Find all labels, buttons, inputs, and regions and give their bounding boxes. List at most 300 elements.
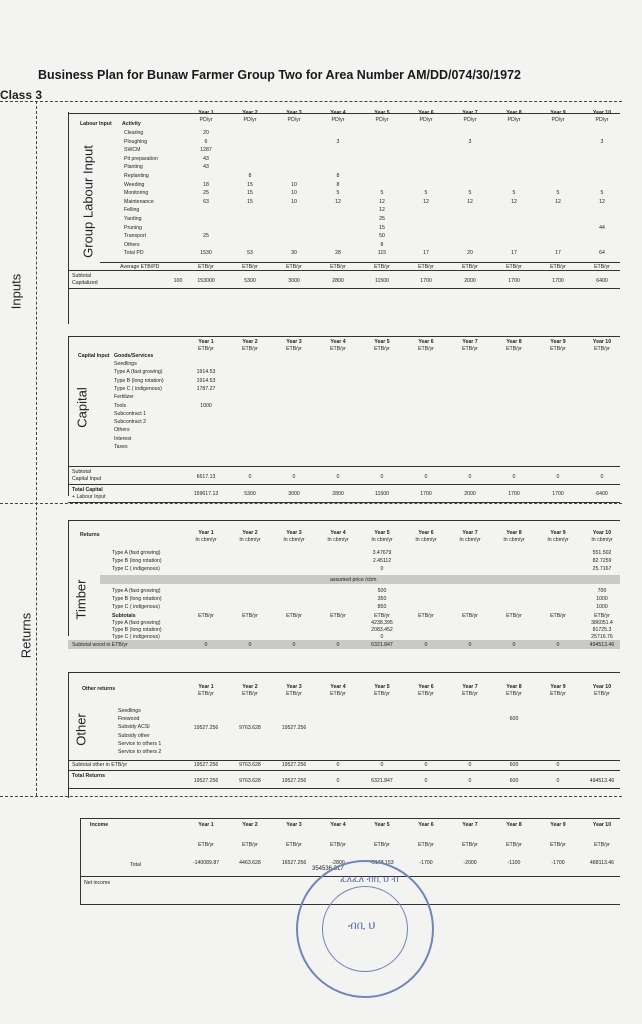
timber-subtotals-label: Subtotals [112,613,136,619]
labour-subtotal-cell: 1700 [420,278,432,284]
capital-item-label: Taxes [114,444,128,450]
total-returns-cell: 494513.46 [589,778,615,784]
net-income-value: 354536.317 [312,866,344,872]
timber-year-header: Year 5 [374,530,390,536]
subtotal-other-cell: 19527.256 [193,762,219,768]
subtotal-wood-cell: 0 [204,642,208,648]
stamp-text-top: ፈለፈለ ብቢ ህ ብ [340,874,399,884]
timber-price-y5: 350 [377,596,387,602]
timber-etb-y5: 2083.452 [371,627,393,633]
labour-cell: 1530 [200,250,212,257]
income-top-rule [80,818,620,819]
activity-label: Felling [124,207,140,214]
timber-etb-type: Type C ( indigenous) [112,634,160,640]
labour-cell: 50 [379,233,385,240]
other-bottom-rule [68,788,620,789]
timber-etb-unit: ETB/yr [374,613,390,619]
capital-item-label: Subcontract 2 [114,419,147,426]
subtotal-wood-label: Subtotal wood in ETB/yr [72,642,128,648]
avg-unit-cell: ETB/yr [286,264,302,270]
timber-price-y5: 500 [377,588,387,594]
capital-item-label: Type A (fast growing) [114,369,163,376]
activity-label: Total PD [124,250,144,257]
labour-cell: 20 [467,250,473,257]
income-year-header: Year 3 [286,822,302,828]
other-top-rule [68,672,620,673]
labour-cell: 5 [424,190,428,197]
labour-cell: 8 [336,181,340,188]
timber-price-y10: 700 [597,588,607,594]
capital-subtotal-cell: 0 [600,474,604,480]
activity-label: Planting [124,164,143,171]
labour-cell: 5 [336,190,340,197]
total-capital-cell: 159617.13 [193,491,219,497]
other-item-label: Seedlings [118,708,141,714]
timber-unit-header: In cbm/yr [239,537,261,543]
timber-unit-header: In cbm/yr [503,537,525,543]
total-capital-cell: 5300 [244,491,256,497]
activity-label: Others [124,241,140,248]
labour-cell: 15 [247,181,253,188]
labour-unit-header: PD/yr [243,117,257,123]
labour-cell: 1287 [200,147,212,154]
labour-cell: 12 [599,198,605,205]
capital-subtotal-cell: 0 [424,474,428,480]
total-capital-cell: 3000 [288,491,300,497]
labour-year-header: Year 4 [330,110,346,116]
labour-cell: 12 [379,207,385,214]
timber-etb-unit: ETB/yr [506,613,522,619]
capital-unit-header: ETB/yr [374,346,390,352]
total-capital-cell: 2800 [332,491,344,497]
total-returns-label: Total Returns [72,773,106,779]
income-year-header: Year 2 [242,822,258,828]
other-unit-header: ETB/yr [286,691,302,697]
income-year-header: Year 9 [550,822,566,828]
income-total-cell: -5178.153 [370,860,394,866]
labour-cell: 28 [335,250,341,257]
timber-year-header: Year 6 [418,530,434,536]
timber-etb-unit: ETB/yr [462,613,478,619]
labour-cell: 5 [556,190,560,197]
timber-price-y10: 1000 [596,596,608,602]
income-total-cell: 488113.46 [589,860,615,866]
labour-cell: 12 [335,198,341,205]
labour-cell: 10 [291,198,297,205]
capital-year-header: Year 3 [286,339,302,345]
labour-cell: 25 [203,190,209,197]
total-capital-cell: 1700 [552,491,564,497]
subtotal-other-cell: 600 [509,762,519,768]
subtotal-wood-cell: 0 [292,642,296,648]
other-unit-header: ETB/yr [198,691,214,697]
capital-unit-header: ETB/yr [594,346,610,352]
other-unit-header: ETB/yr [242,691,258,697]
income-unit-header: ETB/yr [198,842,214,848]
income-year-header: Year 10 [592,822,612,828]
capital-input-header: Capital Input [78,353,110,359]
other-item-label: Service to others 2 [118,749,162,755]
labour-cell: 17 [555,250,561,257]
labour-year-header: Year 3 [286,110,302,116]
capital-year-header: Year 2 [242,339,258,345]
income-year-header: Year 5 [374,822,390,828]
capital-unit-header: ETB/yr [330,346,346,352]
timber-etb-y5: 4238.395 [371,620,393,626]
other-year-header: Year 1 [198,684,214,690]
avg-unit-cell: ETB/yr [550,264,566,270]
avg-unit-cell: ETB/yr [198,264,214,270]
labour-cell: 3 [468,138,472,145]
subtotal-wood-cell: 0 [468,642,472,648]
labour-subtotal-cell: 153000 [197,278,215,284]
capital-item-label: Subcontract 1 [114,410,147,417]
capital-input-sub-label: Capital Input [72,476,102,482]
income-header: Income [90,822,109,828]
income-unit-header: ETB/yr [550,842,566,848]
labour-cell: 8 [380,241,384,248]
capital-subtotal-cell: 0 [512,474,516,480]
other-returns-header: Other returns [82,686,116,692]
capital-year-header: Year 1 [198,339,214,345]
capital-side-label: Capital [74,387,90,428]
activity-label: Ploughing [124,138,148,145]
other-year-header: Year 4 [330,684,346,690]
returns-header: Returns [80,532,100,538]
avg-unit-cell: ETB/yr [374,264,390,270]
timber-year-header: Year 2 [242,530,258,536]
income-total-cell: 16527.256 [281,860,307,866]
total-capital-sub-label: + Labour Input [72,494,106,500]
timber-price-type: Type A (fast growing) [112,588,161,594]
labour-unit-header: PD/yr [551,117,565,123]
income-total-cell: 4463.628 [239,860,261,866]
subtotal-other-label: Subtotal other in ETB/yr [72,762,128,768]
labour-subtotal-cell: 6400 [596,278,608,284]
other-year-header: Year 10 [592,684,612,690]
income-unit-header: ETB/yr [418,842,434,848]
income-year-header: Year 8 [506,822,522,828]
capital-year-header: Year 9 [550,339,566,345]
timber-unit-header: In cbm/yr [283,537,305,543]
labour-cell: 18 [203,181,209,188]
labour-year-header: Year 10 [592,110,612,116]
firewood-y8-cell: 600 [509,716,519,722]
capital-subtotal-cell: 0 [468,474,472,480]
capital-item-label: Tools [114,402,127,409]
labour-cell: 6 [204,138,208,145]
labour-cell: 20 [203,130,209,136]
labour-year-header: Year 7 [462,110,478,116]
labour-cell: 17 [511,250,517,257]
activity-label: Weeding [124,181,145,188]
capital-unit-header: ETB/yr [462,346,478,352]
page-title: Business Plan for Bunaw Farmer Group Two for Area Number AM/DD/074/30/1972 [38,68,521,82]
labour-cell: 43 [203,155,209,162]
timber-year-header: Year 8 [506,530,522,536]
total-capital-cell: 11500 [374,491,390,497]
labour-year-header: Year 1 [198,110,214,116]
labour-subtotal-cell: 2800 [332,278,344,284]
income-year-header: Year 1 [198,822,214,828]
income-year-header: Year 4 [330,822,346,828]
labour-unit-header: PD/yr [331,117,345,123]
timber-side-label: Timber [73,579,89,620]
labour-subtotal-cell: 3000 [288,278,300,284]
total-returns-cell: 6321.847 [371,778,393,784]
timber-unit-header: In cbm/yr [327,537,349,543]
labour-year-header: Year 5 [374,110,390,116]
returns-divider [0,796,622,797]
other-year-header: Year 7 [462,684,478,690]
other-year-header: Year 5 [374,684,390,690]
timber-unit-header: In cbm/yr [415,537,437,543]
timber-volume-y5: 3.47679 [372,550,392,556]
labour-cell: 10 [291,181,297,188]
subtotal-other-cell: 0 [556,762,560,768]
timber-volume-y5: 0 [380,566,384,572]
timber-unit-header: In cbm/yr [195,537,217,543]
labour-subtotal-label: Subtotal [72,273,92,279]
timber-unit-header: In cbm/yr [371,537,393,543]
subsidy-acsi-cell: 19527.256 [193,725,219,731]
returns-side-label: Returns [18,612,34,659]
timber-top-rule [68,520,620,521]
timber-volume-y10: 551.502 [592,550,612,556]
activity-header: Activity [122,121,141,127]
other-unit-header: ETB/yr [462,691,478,697]
labour-unit-header: PD/yr [595,117,609,123]
capital-unit-header: ETB/yr [418,346,434,352]
avg-rule [100,262,620,263]
other-item-label: Firewood [118,716,140,723]
capital-subtotal-cell: 0 [556,474,560,480]
other-year-header: Year 8 [506,684,522,690]
labour-unit-header: PD/yr [463,117,477,123]
labour-cell: 5 [600,190,604,197]
activity-label: Pruning [124,224,142,231]
class-label: Class 3 [0,88,43,102]
labour-cell: 25 [203,233,209,240]
capital-year-header: Year 4 [330,339,346,345]
timber-price-type: Type B (long rotation) [112,596,162,602]
subsidy-acsi-cell: 19527.256 [281,725,307,731]
labour-cell: 30 [291,250,297,257]
labour-cell: 12 [467,198,473,205]
subsidy-acsi-cell: 9763.628 [239,725,261,731]
activity-label: Pit preparation [124,155,158,162]
official-stamp [296,860,434,998]
capital-unit-header: ETB/yr [286,346,302,352]
group-labour-side-label: Group Labour Input [80,145,96,258]
capital-item-label: Type C ( indigenous) [114,385,162,392]
income-total-cell: -2000 [463,860,477,866]
goods-services-header: Goods/Services [114,353,154,359]
other-item-label: Subsidy ACSI [118,724,150,731]
capital-year-header: Year 7 [462,339,478,345]
timber-year-header: Year 10 [592,530,612,536]
capital-top-rule [68,336,620,337]
timber-etb-type: Type A (fast growing) [112,620,161,626]
labour-cell: 12 [379,198,385,205]
capital-unit-header: ETB/yr [198,346,214,352]
other-unit-header: ETB/yr [594,691,610,697]
timber-etb-unit: ETB/yr [242,613,258,619]
income-unit-header: ETB/yr [462,842,478,848]
labour-cell: 15 [247,198,253,205]
income-unit-header: ETB/yr [506,842,522,848]
total-returns-cell: 19527.256 [193,778,219,784]
other-unit-header: ETB/yr [506,691,522,697]
capital-subtotal-cell: 0 [292,474,296,480]
timber-etb-type: Type B (long rotation) [112,627,162,633]
labour-subtotal-cell: 2000 [464,278,476,284]
capital-subtotal-label: Subtotal [72,469,92,475]
labour-cell: 44 [599,224,605,231]
subtotal-other-cell: 9763.628 [239,762,261,768]
income-total-cell: -2800 [331,860,345,866]
subtotal-wood-cell: 0 [248,642,252,648]
income-unit-header: ETB/yr [594,842,610,848]
subtotal-wood-cell: 0 [556,642,560,648]
capital-year-header: Year 10 [592,339,612,345]
activity-label: SWCM [124,147,141,154]
timber-etb-y10: 81725.3 [592,627,612,633]
income-unit-header: ETB/yr [374,842,390,848]
activity-label: Transport [124,233,147,240]
avg-unit-cell: ETB/yr [506,264,522,270]
avg-unit-cell: ETB/yr [330,264,346,270]
total-returns-cell: 0 [468,778,472,784]
other-item-label: Subsidy other [118,732,150,739]
timber-unit-header: In cbm/yr [547,537,569,543]
capital-unit-header: ETB/yr [242,346,258,352]
stamp-text-center: ብቢ ህ [348,920,376,932]
other-subtotal-rule [68,760,620,761]
timber-volume-y10: 82.7259 [592,558,612,564]
timber-volume-type: Type B (long rotation) [112,558,162,564]
capital-item-label: Others [114,427,130,434]
frame-top [0,101,622,102]
labour-subtotal-cell: 1700 [552,278,564,284]
income-unit-header: ETB/yr [330,842,346,848]
labour-cell: 64 [599,250,605,257]
capitalized-label: Capitalized [72,280,98,286]
labour-cell: 5 [468,190,472,197]
total-returns-cell: 9763.628 [239,778,261,784]
total-returns-cell: 0 [424,778,428,784]
timber-etb-unit: ETB/yr [594,613,610,619]
subtotal-rule [68,270,620,271]
labour-subtotal-cell: 1700 [508,278,520,284]
timber-unit-header: In cbm/yr [591,537,613,543]
total-returns-cell: 0 [556,778,560,784]
timber-volume-y5: 2.45112 [372,558,392,564]
inputs-side-label: Inputs [8,273,24,310]
total-returns-cell: 600 [509,778,519,784]
labour-cell: 5 [380,190,384,197]
timber-price-y10: 1000 [596,604,608,610]
subtotal-other-cell: 0 [336,762,340,768]
activity-label: Clearing [124,130,144,136]
income-total-cell: -140089.87 [192,860,220,866]
labour-cell: 12 [555,198,561,205]
timber-etb-unit: ETB/yr [330,613,346,619]
labour-bottom-rule [68,288,620,289]
other-left-rule [68,672,69,798]
capital-year-header: Year 6 [418,339,434,345]
labour-unit-header: PD/yr [419,117,433,123]
subtotal-wood-cell: 0 [512,642,516,648]
income-unit-header: ETB/yr [286,842,302,848]
labour-cell: 17 [423,250,429,257]
capital-item-label: Seedlings [114,361,137,367]
subtotal-wood-cell: 0 [336,642,340,648]
labour-cell: 15 [379,224,385,231]
labour-cell: 115 [377,250,387,257]
subtotal-wood-cell: 6321.847 [371,642,393,648]
capital-subtotal-cell: 6617.13 [196,474,216,480]
timber-year-header: Year 3 [286,530,302,536]
labour-subtotal-cell: 11500 [374,278,390,284]
labour-cell: 53 [247,250,253,257]
subtotal-wood-cell: 494513.46 [589,642,615,648]
capital-subtotal-cell: 0 [336,474,340,480]
other-year-header: Year 9 [550,684,566,690]
income-year-header: Year 6 [418,822,434,828]
total-returns-cell: 0 [336,778,340,784]
capital-unit-header: ETB/yr [506,346,522,352]
income-total-cell: -1700 [551,860,565,866]
timber-volume-type: Type C ( indigenous) [112,566,160,572]
labour-unit-header: PD/yr [507,117,521,123]
timber-left-rule [68,520,69,636]
capital-year-header: Year 5 [374,339,390,345]
capital-year-header: Year 8 [506,339,522,345]
capital-subtotal-cell: 0 [248,474,252,480]
activity-label: Monitoring [124,190,149,197]
labour-unit-header: PD/yr [199,117,213,123]
subtotal-other-cell: 0 [380,762,384,768]
labour-year-header: Year 9 [550,110,566,116]
capital-bottom-rule [68,502,620,503]
labour-cell: 15 [247,190,253,197]
timber-price-type: Type C ( indigenous) [112,604,160,610]
capital-subtotal-cell: 0 [380,474,384,480]
avg-unit-cell: ETB/yr [418,264,434,270]
subtotal-other-cell: 0 [424,762,428,768]
total-capital-rule [68,484,620,485]
capital-item-label: Type B (long rotation) [114,377,164,384]
income-total-label: Total [130,862,141,868]
labour-input-header: Labour Input [80,121,112,127]
timber-year-header: Year 7 [462,530,478,536]
income-year-header: Year 7 [462,822,478,828]
avg-unit-cell: ETB/yr [594,264,610,270]
labour-unit-header: PD/yr [287,117,301,123]
other-side-label: Other [73,713,89,746]
timber-etb-y10: 386051.4 [591,620,613,626]
labour-cell: 3 [336,138,340,145]
labour-subtotal-cell: 5300 [244,278,256,284]
labour-cell: 43 [203,164,209,171]
timber-price-y5: 850 [377,604,387,610]
total-capital-cell: 1700 [420,491,432,497]
capital-unit-header: ETB/yr [550,346,566,352]
capital-year1-cell: 1000 [200,402,212,409]
total-capital-label: Total Capital [72,487,103,493]
other-unit-header: ETB/yr [374,691,390,697]
